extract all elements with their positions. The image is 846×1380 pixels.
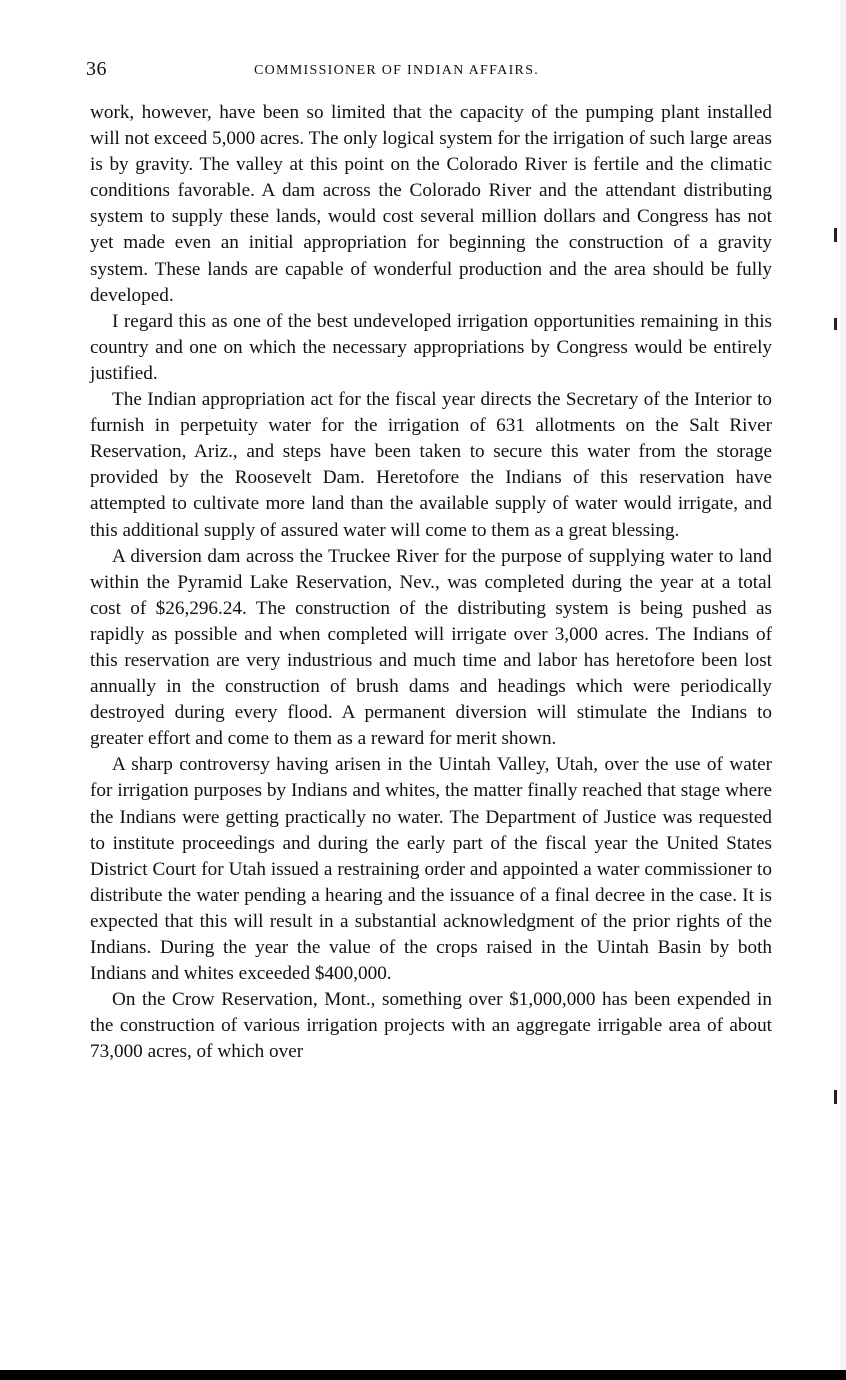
page-edge-bottom xyxy=(0,1370,846,1380)
paragraph-4: A diversion dam across the Truckee River for the purpose of supplying water to land within the Pyramid Lake Reservation, Nev., was completed during the year at a total cost of $26,296.24. The construction of the distributing system is being pushed as rapidly as possible and when completed will irrigate over 3,000 acres. The Indians of this reservation are very industrious and much time and labor has heretofore been lost annually in the construction of brush dams and headings which were periodically destroyed during every flood. A permanent diversion will stimulate the Indians to greater effort and come to them as a reward for merit shown. xyxy=(90,545,772,750)
running-head: COMMISSIONER OF INDIAN AFFAIRS. xyxy=(254,63,540,78)
margin-mark-2 xyxy=(834,318,837,330)
paragraph-2: I regard this as one of the best undeveloped irrigation opportunities remaining in this country and one on which the necessary appropriations by Congress would be entirely justified. xyxy=(90,310,772,384)
body-text xyxy=(90,100,772,1065)
paragraph-5: A sharp controversy having arisen in the Uintah Valley, Utah, over the use of water for irrigation purposes by Indians and whites, the matter finally reached that stage where the Indians were getting practically no water. The Department of Justice was requested to institute proceedings and during the early part of the fiscal year the United States District Court for Utah issued a restraining order and appointed a water commissioner to distribute the water pending a hearing and the issuance of a final decree in the case. It is expected that this will result in a substantial acknowledgment of the prior rights of the Indians. During the year the value of the crops raised in the Uintah Basin by both Indians and whites exceeded $400,000. xyxy=(90,754,772,985)
margin-mark-1 xyxy=(834,228,837,242)
page-edge-right xyxy=(840,0,846,1380)
paragraph-1: work, however, have been so limited that the capacity of the pumping plant installed will not exceed 5,000 acres. The only logical system for the irrigation of such large areas is by gravity. The valley at this point on the Colorado River is fertile and the climatic conditions favorable. A dam across the Colorado River and the attendant distributing system to supply these lands, would cost several million dollars and Congress has not yet made even an initial appropriation for beginning the construction of a gravity system. These lands are capable of wonderful production and the area should be fully developed. xyxy=(90,102,772,306)
page-number: 36 xyxy=(86,58,107,80)
paragraph-3: The Indian appropriation act for the fiscal year directs the Secretary of the Interior to furnish in perpetuity water for the irrigation of 631 allotments on the Salt River Reservation, Ariz., and steps have been taken to secure this water from the storage provided by the Roosevelt Dam. Heretofore the Indians of this reservation have attempted to cultivate more land than the available supply of water would irrigate, and this additional supply of assured water will come to them as a great blessing. xyxy=(90,389,772,541)
margin-mark-3 xyxy=(834,1090,837,1104)
paragraph-6: On the Crow Reservation, Mont., something over $1,000,000 has been expended in the construction of various irrigation projects with an aggregate irrigable area of about 73,000 acres, of which over xyxy=(90,989,772,1063)
page-header xyxy=(86,58,776,84)
